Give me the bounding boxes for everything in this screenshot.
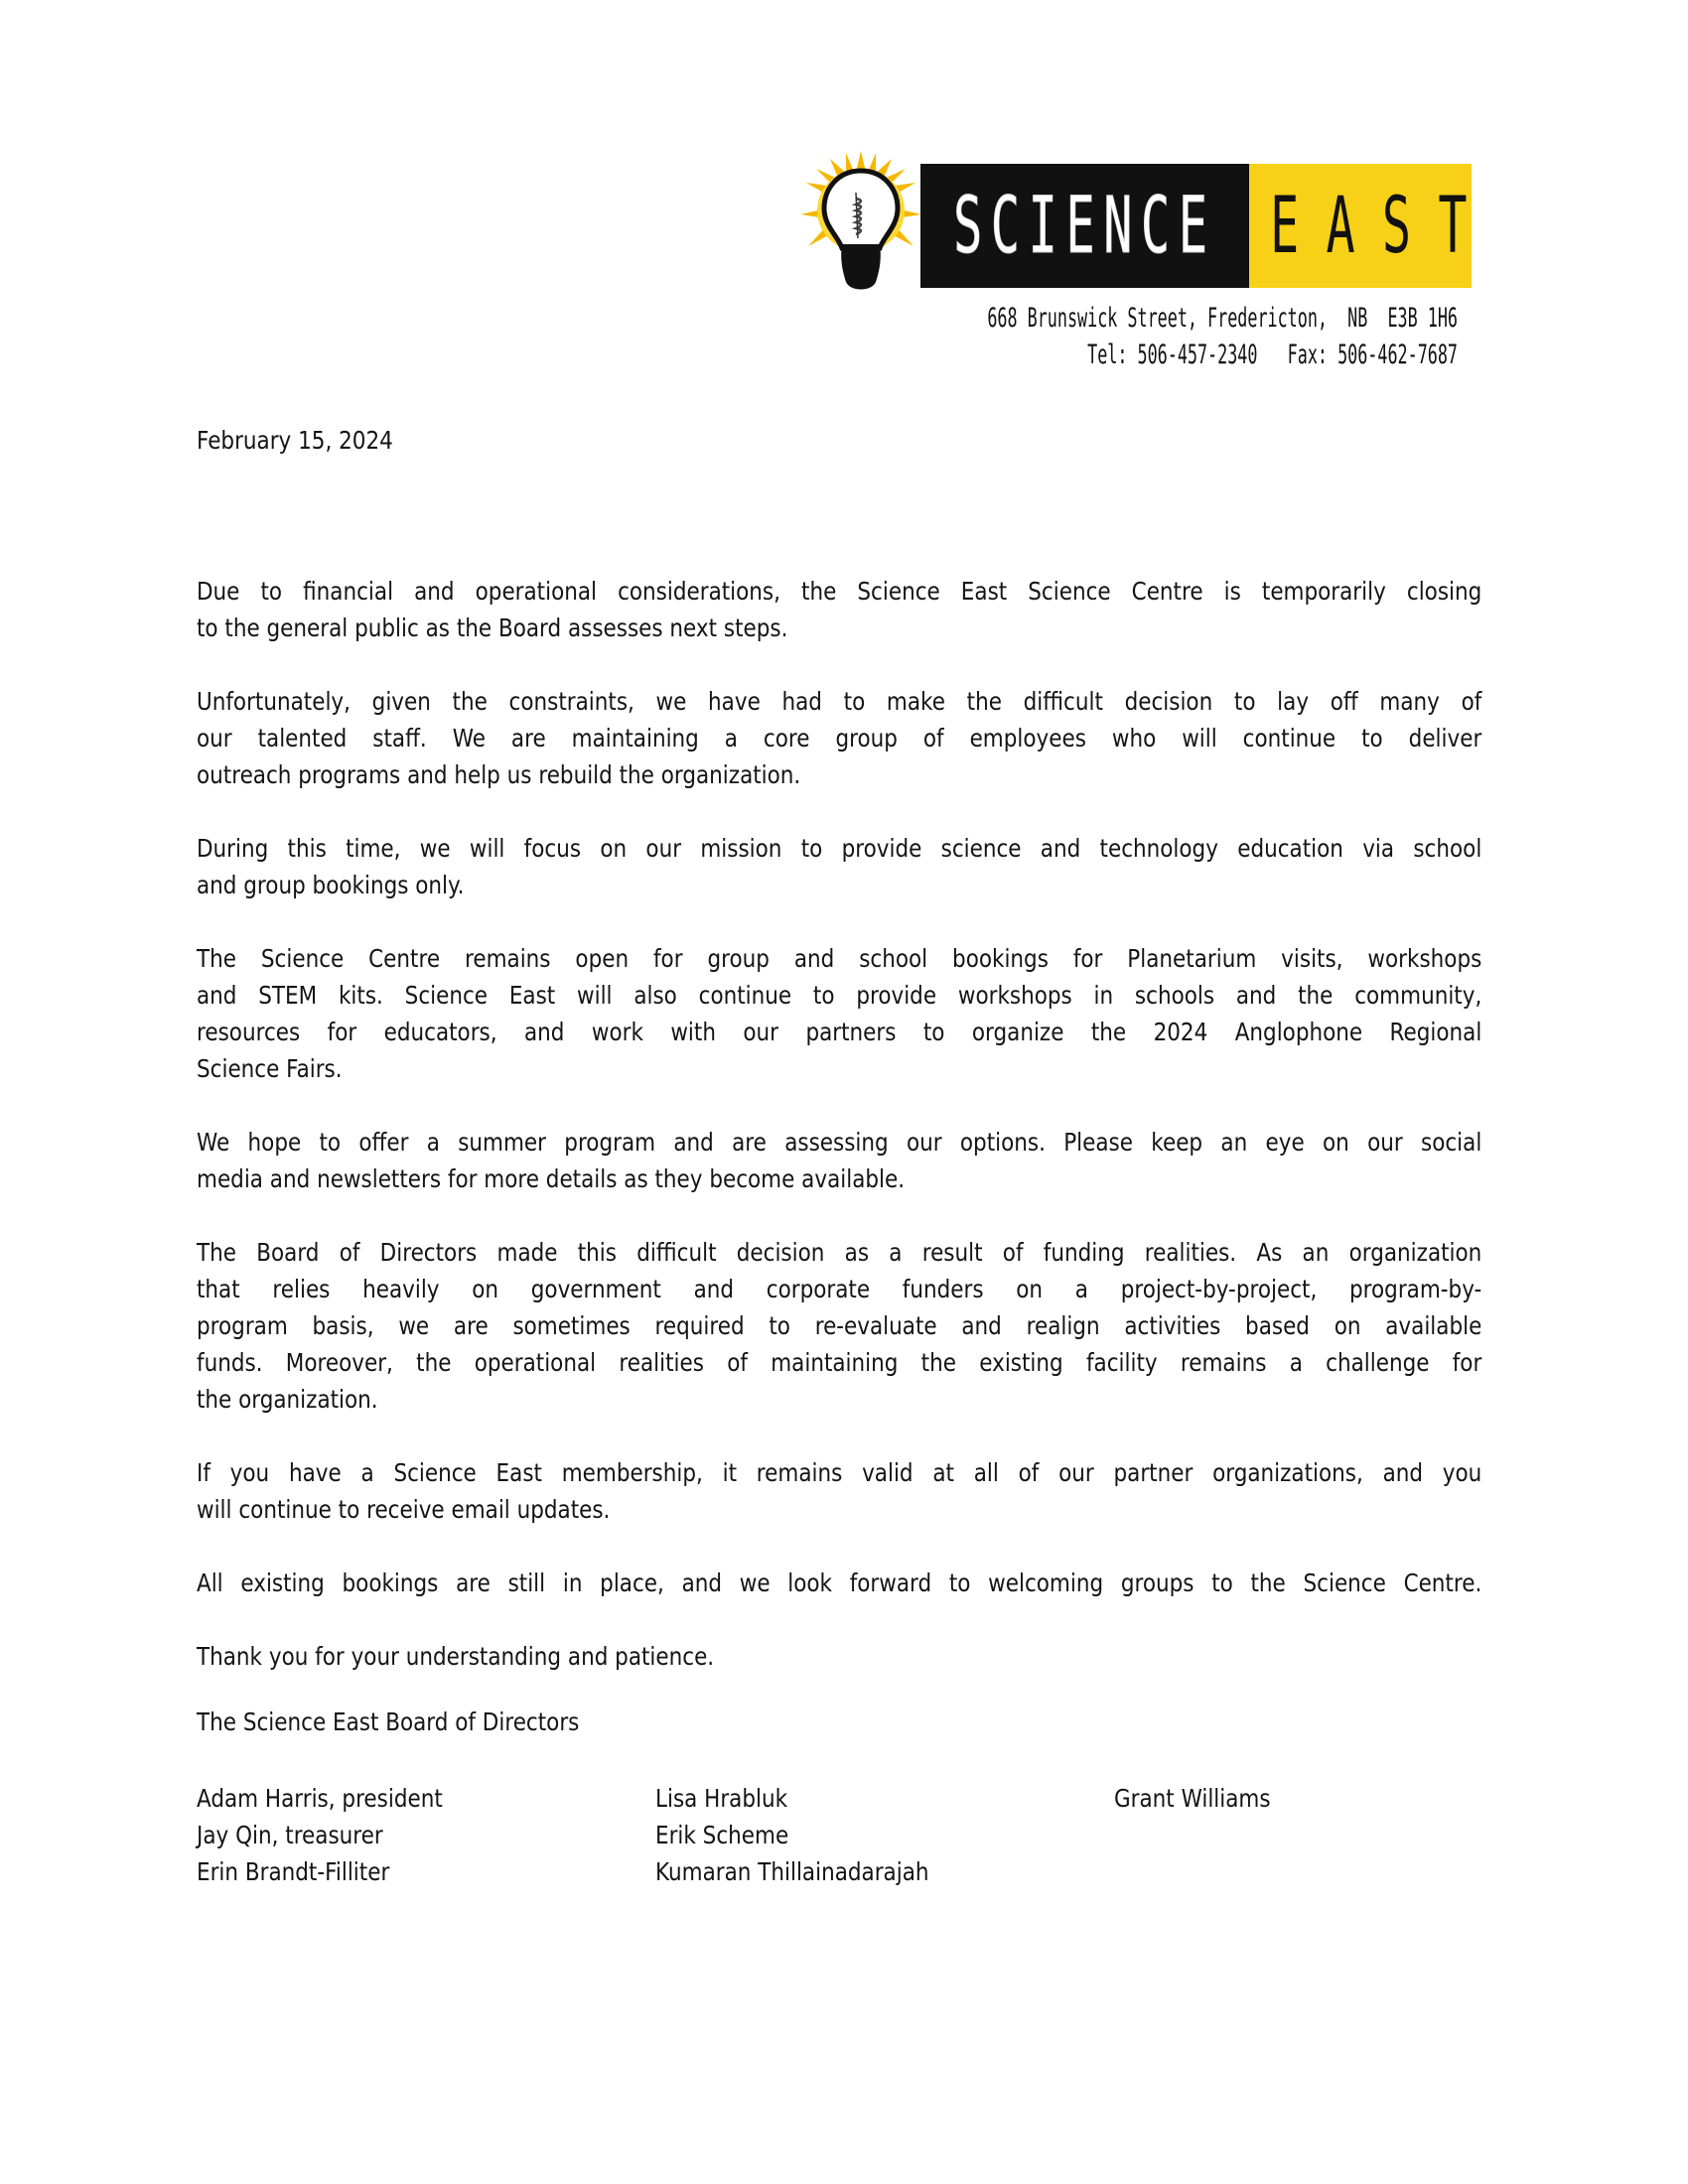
body-line: The Science Centre remains open for group and school bookings for Planetarium visits, workshops <box>197 944 1482 973</box>
phone-fax: Tel: 506-457-2340 Fax: 506-462-7687 <box>1087 340 1458 370</box>
signatory: Erin Brandt-Filliter <box>197 1857 390 1886</box>
body-line: outreach programs and help us rebuild the organization. <box>197 760 801 789</box>
paragraph-mission <box>197 830 1481 903</box>
body-line: We hope to offer a summer program and are assessing our options. Please keep an eye on our social <box>197 1128 1482 1157</box>
paragraph-group-bookings <box>197 940 1481 1087</box>
paragraph-membership <box>197 1454 1481 1528</box>
wordmark-science: SCIENCE <box>953 181 1216 271</box>
body-line: Thank you for your understanding and patience. <box>197 1642 715 1671</box>
signatory: Adam Harris, president <box>197 1784 443 1813</box>
body-line: Science Fairs. <box>197 1054 343 1083</box>
body-line: funds. Moreover, the operational realities of maintaining the existing facility remains a challenge for <box>197 1348 1482 1377</box>
wordmark-east-panel <box>1249 164 1494 288</box>
body-line: our talented staff. We are maintaining a core group of employees who will continue to deliver <box>197 724 1482 752</box>
signatory: Lisa Hrabluk <box>655 1784 788 1813</box>
paragraph-existing-bookings <box>197 1565 1481 1601</box>
body-line: that relies heavily on government and corporate funders on a project-by-project, program-by- <box>197 1275 1482 1303</box>
body-line: Unfortunately, given the constraints, we have had to make the difficult decision to lay off many of <box>197 687 1482 716</box>
body-line: media and newsletters for more details as they become available. <box>197 1164 906 1193</box>
body-line: the organization. <box>197 1385 378 1414</box>
lightbulb-sun-icon <box>800 149 921 293</box>
body-line: and group bookings only. <box>197 871 465 899</box>
body-line: resources for educators, and work with our partners to organize the 2024 Anglophone Regional <box>197 1018 1482 1046</box>
signoff: The Science East Board of Directors <box>197 1707 580 1736</box>
letter-body <box>197 573 1481 1711</box>
body-line: The Board of Directors made this difficult decision as a result of funding realities. As an organization <box>197 1238 1482 1267</box>
signatory: Kumaran Thillainadarajah <box>655 1857 929 1886</box>
body-line: and STEM kits. Science East will also continue to provide workshops in schools and the community, <box>197 981 1482 1010</box>
letterhead-address-block <box>987 300 1458 373</box>
signatory: Erik Scheme <box>655 1821 789 1849</box>
body-line: During this time, we will focus on our mission to provide science and technology education via school <box>197 834 1482 863</box>
signatory: Jay Qin, treasurer <box>197 1821 383 1849</box>
paragraph-thanks <box>197 1638 1481 1675</box>
body-line: program basis, we are sometimes required to re-evaluate and realign activities based on available <box>197 1311 1482 1340</box>
street-address: 668 Brunswick Street, Fredericton, NB E3B 1H6 <box>987 303 1458 334</box>
paragraph-funding <box>197 1234 1481 1418</box>
science-east-logo <box>800 149 1494 293</box>
paragraph-summer-program <box>197 1124 1481 1197</box>
body-line: will continue to receive email updates. <box>197 1495 611 1524</box>
paragraph-layoffs <box>197 683 1481 793</box>
body-line: Due to financial and operational considerations, the Science East Science Centre is temporarily closing <box>197 577 1482 606</box>
signatory-column-3 <box>1114 1780 1271 1817</box>
letter-date: February 15, 2024 <box>197 426 393 455</box>
wordmark-east: EAST <box>1270 181 1494 271</box>
paragraph-closure <box>197 573 1481 646</box>
body-line: If you have a Science East membership, it remains valid at all of our partner organizations, and you <box>197 1458 1482 1487</box>
body-line: All existing bookings are still in place, and we look forward to welcoming groups to the Science Centre. <box>197 1569 1482 1597</box>
signatory-column-1 <box>197 1780 443 1890</box>
signatory-column-2 <box>655 1780 928 1890</box>
body-line: to the general public as the Board assesses next steps. <box>197 614 788 642</box>
signatory: Grant Williams <box>1114 1784 1271 1813</box>
wordmark-science-panel <box>920 164 1249 288</box>
